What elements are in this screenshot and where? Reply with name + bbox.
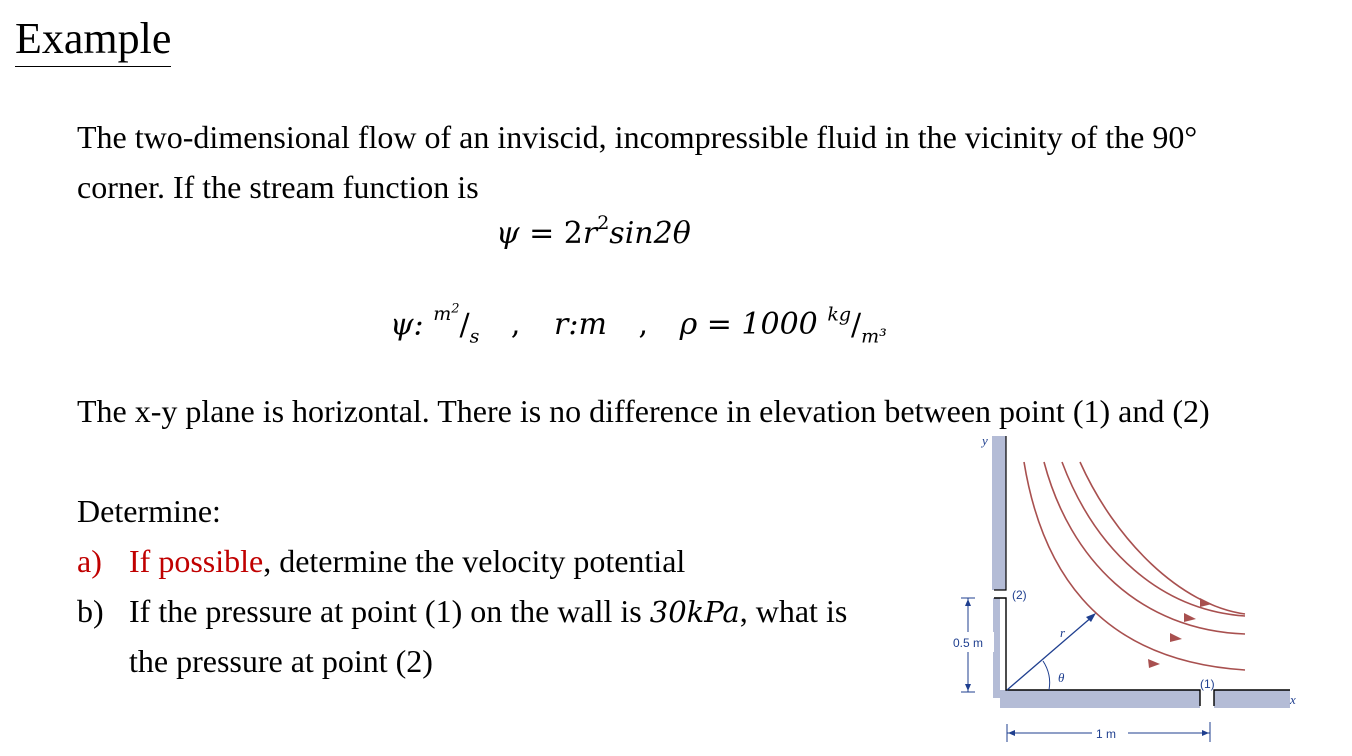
density-denominator: m³ xyxy=(861,325,887,348)
sine-term: sin2θ xyxy=(609,216,691,251)
radius-vector xyxy=(1007,616,1093,690)
item-a xyxy=(77,536,685,586)
streamlines xyxy=(1024,462,1245,670)
psi-units-denominator: s xyxy=(469,325,480,348)
x-axis-label: x xyxy=(1290,692,1296,707)
r-label: r xyxy=(1060,625,1066,640)
pressure-value: 30kPa xyxy=(649,595,740,629)
streamline-1 xyxy=(1024,462,1245,670)
intro-line-2: corner. If the stream function is xyxy=(77,169,479,205)
width-arrow-right xyxy=(1202,730,1209,736)
stream-function-equation xyxy=(496,212,691,251)
point-1-label: (1) xyxy=(1200,677,1215,691)
width-arrow-left xyxy=(1008,730,1015,736)
theta-label: θ xyxy=(1058,670,1065,685)
point-2-label: (2) xyxy=(1012,588,1027,602)
item-b-line-2: the pressure at point (2) xyxy=(129,643,433,679)
item-a-text: , determine the velocity potential xyxy=(263,543,686,579)
slide-title: Example xyxy=(15,12,171,67)
corner-flow-diagram xyxy=(945,430,1315,750)
left-wall-lower xyxy=(993,598,1000,698)
intro-line-1: The two-dimensional flow of an inviscid, incompressible fluid in the vicinity of the 90° xyxy=(77,119,1198,155)
height-arrow-top xyxy=(965,599,971,606)
density-numerator: kg xyxy=(827,303,851,326)
arrow-1 xyxy=(1148,659,1160,668)
left-wall-upper xyxy=(992,436,1006,590)
width-label: 1 m xyxy=(1096,727,1117,741)
item-b-text-post: , what is xyxy=(739,593,848,629)
density-label: ρ = 1000 xyxy=(679,307,818,343)
psi-units-slash: / xyxy=(459,307,470,343)
psi-units-numerator: m2 xyxy=(433,302,460,326)
bottom-wall-right xyxy=(1214,690,1290,708)
item-a-marker: a) xyxy=(77,543,102,579)
r-units-label: r:m xyxy=(554,307,607,343)
item-a-highlight: If possible xyxy=(129,543,264,579)
arrow-2 xyxy=(1170,633,1182,642)
separator-1: , xyxy=(510,307,521,343)
determine-heading: Determine: xyxy=(77,493,221,529)
streamline-2 xyxy=(1044,462,1245,634)
units-line xyxy=(390,302,887,347)
psi-units-label: ψ: xyxy=(390,307,424,343)
psi-symbol: ψ xyxy=(496,216,520,251)
item-b-text-pre: If the pressure at point (1) on the wall is xyxy=(129,593,650,629)
equals-sign: = xyxy=(529,216,555,251)
coefficient: 2 xyxy=(563,216,583,251)
arrow-3 xyxy=(1184,613,1196,622)
theta-arc xyxy=(1043,661,1050,690)
r-variable: r xyxy=(582,216,598,251)
density-slash: / xyxy=(851,307,862,343)
plane-statement: The x-y plane is horizontal. There is no difference in elevation between point (1) and (2) xyxy=(77,393,1210,429)
bottom-wall xyxy=(1000,690,1200,708)
height-arrow-bottom xyxy=(965,684,971,691)
item-b-line-1 xyxy=(77,586,847,637)
arrow-4 xyxy=(1200,598,1212,607)
streamline-3 xyxy=(1062,462,1245,616)
separator-2: , xyxy=(638,307,649,343)
item-b-marker: b) xyxy=(77,593,104,629)
r-exponent: 2 xyxy=(597,212,610,234)
y-axis-label: y xyxy=(982,433,988,448)
height-label: 0.5 m xyxy=(953,636,984,650)
